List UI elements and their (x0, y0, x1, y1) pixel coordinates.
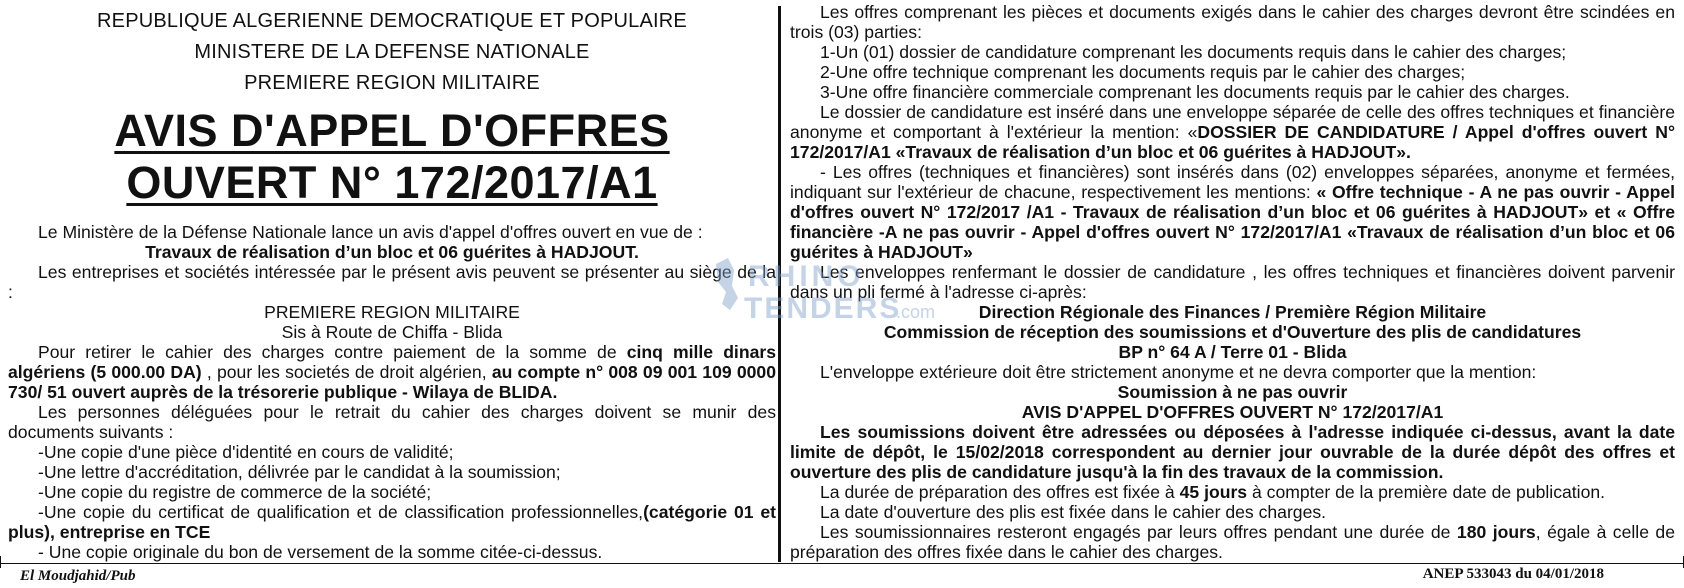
commitment-paragraph: Les soumissionnaires resteront engagés par leurs offres pendant une durée de 180 jours, égale à celle de préparation des offres fixée dans le cahier des charges. (790, 522, 1675, 562)
deadline-paragraph: Les soumissions doivent être adressées ou déposées à l'adresse indiquée ci-dessus, avant la date limite de dépôt, le 15/02/2018 correspondent au dernier jour ouvrable de la durée dépôt des offres et ouverture des plis de candidature jusqu'à la fin des travaux de la commission. (790, 422, 1675, 482)
notice-title-line1: AVIS D'APPEL D'OFFRES (114, 105, 670, 156)
header-line-region: PREMIERE REGION MILITAIRE (244, 72, 540, 94)
delivery-address-line2: Commission de réception des soumissions et d'Ouverture des plis de candidatures (883, 322, 1582, 342)
footer-tick-left (0, 556, 1, 568)
right-column (790, 2, 1675, 562)
document-item: -Une lettre d'accréditation, délivrée par le candidat à la soumission; (38, 462, 561, 482)
document-item: -Une copie d'une pièce d'identité en cours de validité; (38, 442, 454, 462)
document-item: -Une copie du certificat de qualification et de classification professionnelles,(catégorie 01 et plus), entreprise en TCE (8, 502, 776, 542)
watermark-text-suffix: .com (896, 302, 936, 322)
offer-part: 3-Une offre financière commerciale comprenant les documents requis par le cahier des charges. (820, 82, 1570, 102)
preparation-duration: La durée de préparation des offres est fixée à 45 jours à compter de la première date de publication. (820, 482, 1606, 502)
delivery-address-line3: BP n° 64 A / Terre 01 - Blida (1118, 342, 1347, 362)
document-item: - Une copie originale du bon de versement de la somme citée-ci-dessus. (38, 542, 603, 562)
footer-rule (0, 563, 1684, 564)
watermark-text-rhino: RHINO (748, 260, 865, 293)
header-line-republic: REPUBLIQUE ALGERIENNE DEMOCRATIQUE ET POPULAIRE (97, 10, 687, 32)
offers-envelope-paragraph: - Les offres (techniques et financières) sont insérés dans (02) enveloppes séparées, anonyme et fermées, indiquant sur l'extérieur de chacune, respectivement les mentions: « Offre technique - A ne pas ouvrir - Appel d'offres ouvert N° 172/2017 /A1 - Travaux de réalisation d’un bloc et 06 guérites à HADJOUT» et « Offre financière -A ne pas ouvrir - Appel d'offres ouvert N° 172/2017/A1 «Travaux de réalisation d’un bloc et 06 guérites à HADJOUT» (790, 162, 1675, 262)
document-item: -Une copie du registre de commerce de la société; (38, 482, 432, 502)
payment-paragraph: Pour retirer le cahier des charges contre paiement de la somme de cinq mille dinars algériens (5 000.00 DA) , pour les societés de droit algérien, au compte n° 008 09 001 109 0000 730/ 51 ouvert auprès de la trésorerie publique - Wilaya de BLIDA. (8, 342, 776, 402)
mention-paragraph: L'enveloppe extérieure doit être strictement anonyme et ne devra comporter que la mention: (820, 362, 1537, 382)
candidature-envelope-paragraph: Le dossier de candidature est inséré dans une enveloppe séparée de celle des offres techniques et financière anonyme et comportant à l'extérieur la mention: «DOSSIER DE CANDIDATURE / Appel d'offres ouvert N° 172/2017/A1 «Travaux de réalisation d’un bloc et 06 guérites à HADJOUT». (790, 102, 1675, 162)
publication-credit: El Moudjahid/Pub (20, 568, 136, 584)
offer-part: 2-Une offre technique comprenant les documents requis par le cahier des charges; (820, 62, 1466, 82)
offers-intro: Les offres comprenant les pièces et documents exigés dans le cahier des charges devront être scindées en trois (03) parties: (790, 2, 1675, 42)
watermark-text-tenders: TENDERS (744, 292, 902, 325)
left-column (8, 6, 776, 562)
mention-line2: AVIS D'APPEL D'OFFRES OUVERT N° 172/2017/A1 (1021, 402, 1444, 422)
column-divider (778, 6, 781, 562)
anep-reference: ANEP 533043 du 04/01/2018 (1422, 566, 1604, 582)
project-object: Travaux de réalisation d’un bloc et 06 guérites à HADJOUT. (145, 242, 639, 262)
documents-intro: Les personnes déléguées pour le retrait du cahier des charges doivent se munir des documents suivants : (8, 402, 776, 442)
opening-date: La date d'ouverture des plis est fixée dans le cahier des charges. (820, 502, 1327, 522)
siege-paragraph: Les entreprises et sociétés intéressée par le présent avis peuvent se présenter au siège de la : (8, 262, 776, 302)
notice-title-line2: OUVERT N° 172/2017/A1 (126, 157, 658, 208)
offer-part: 1-Un (01) dossier de candidature comprenant les documents requis dans le cahier des charges; (820, 42, 1567, 62)
siege-organisation: PREMIERE REGION MILITAIRE (264, 302, 520, 322)
header-line-ministry: MINISTERE DE LA DEFENSE NATIONALE (194, 41, 590, 63)
mention-line1: Soumission à ne pas ouvrir (1117, 382, 1348, 402)
delivery-address-line1: Direction Régionale des Finances / Première Région Militaire (978, 302, 1487, 322)
delivery-paragraph: Les enveloppes renfermant le dossier de candidature , les offres techniques et financières doivent parvenir dans un pli fermé à l'adresse ci-après: (790, 262, 1675, 302)
siege-address: Sis à Route de Chiffa - Blida (281, 322, 503, 342)
intro-paragraph: Le Ministère de la Défense Nationale lance un avis d'appel d'offres ouvert en vue de : (38, 222, 703, 242)
